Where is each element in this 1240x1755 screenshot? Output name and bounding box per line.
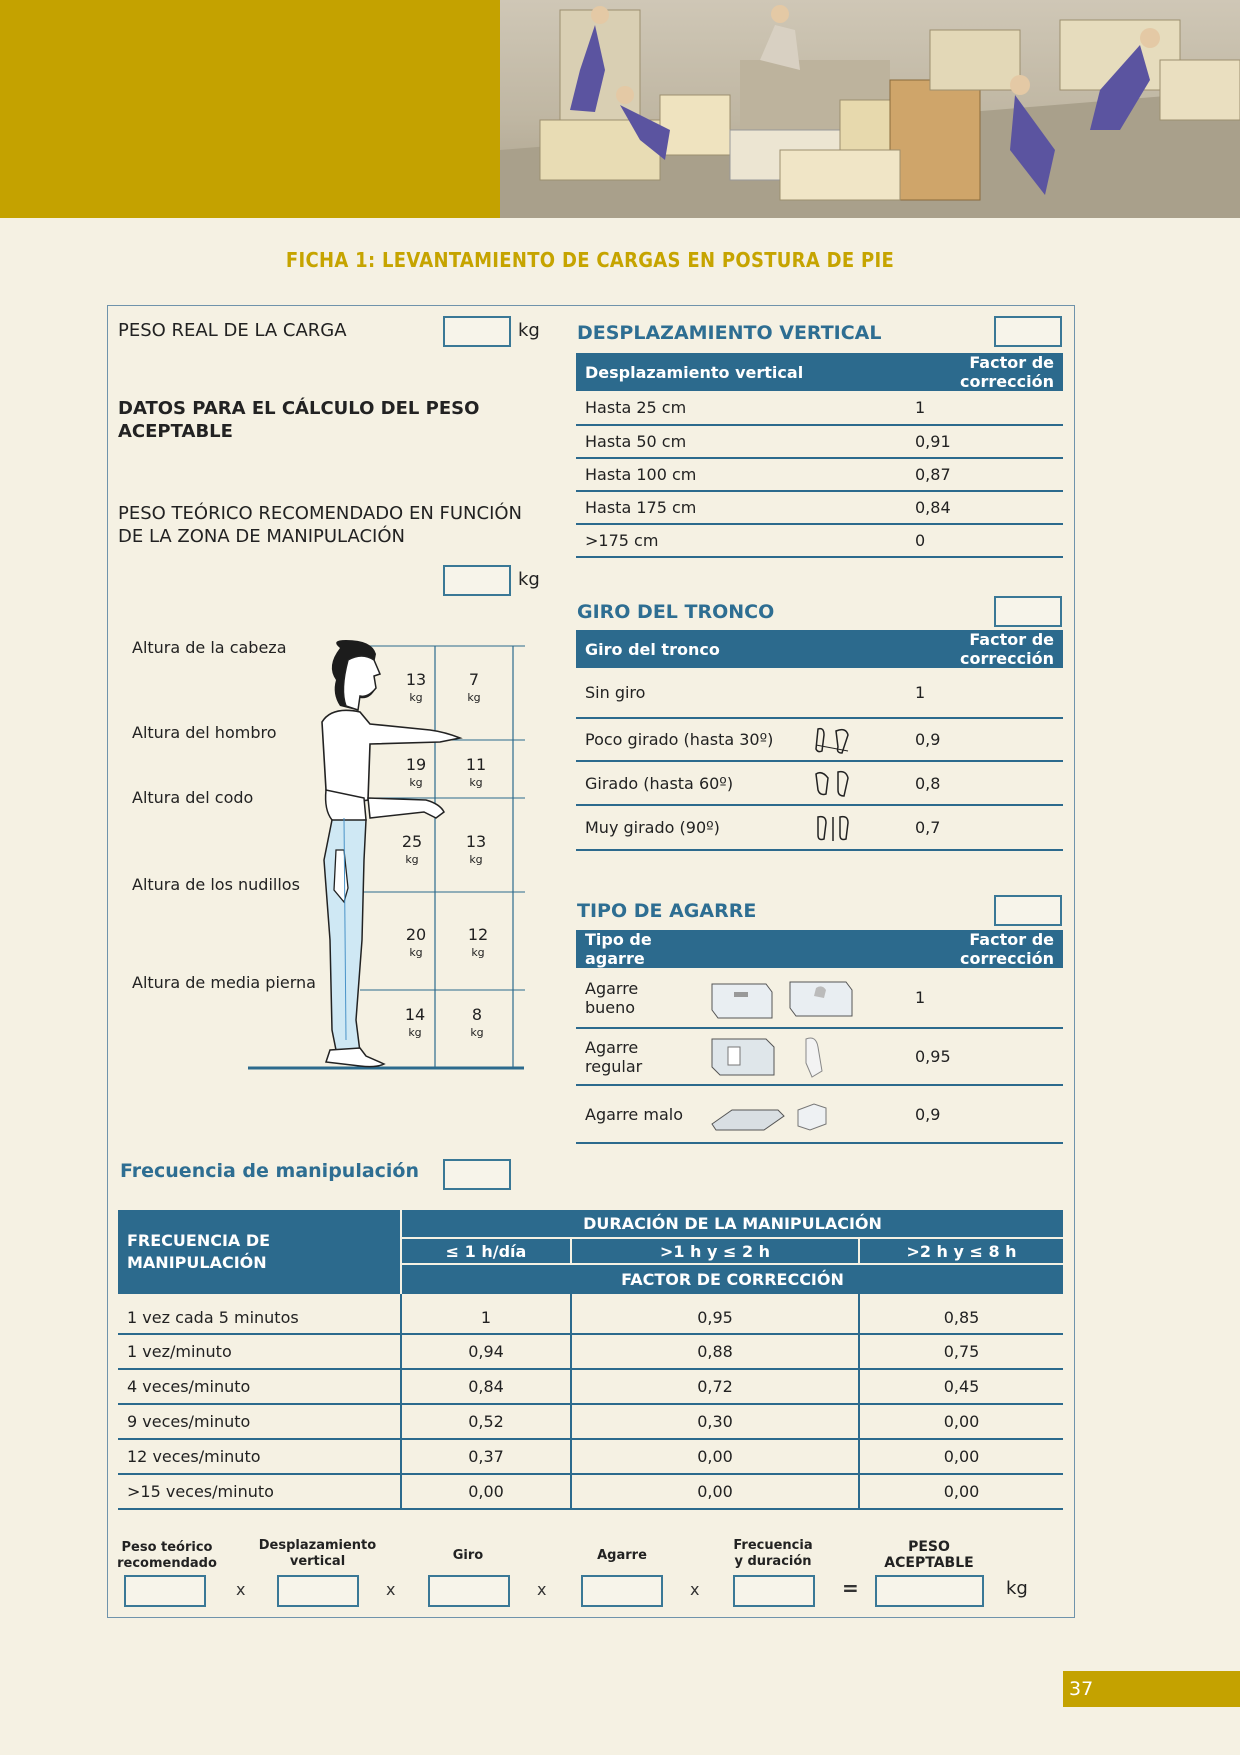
- zone-5-far: 8 kg: [470, 1005, 484, 1039]
- giro-row-factor: 0,9: [863, 718, 1063, 761]
- height-label-head: Altura de la cabeza: [132, 638, 287, 657]
- peso-teorico-input[interactable]: [443, 565, 511, 596]
- table-cell: 0,37: [401, 1439, 571, 1474]
- giro-col1: Giro del tronco: [576, 630, 803, 668]
- formula-input-peso-aceptable[interactable]: [875, 1575, 984, 1607]
- frecuencia-label: Frecuencia de manipulación: [120, 1160, 420, 1182]
- giro-row-factor: 1: [863, 668, 1063, 718]
- agarre-title: TIPO DE AGARRE: [577, 900, 757, 922]
- table-cell: 0,00: [401, 1474, 571, 1509]
- vertical-row-label: Hasta 50 cm: [576, 425, 863, 458]
- formula-label-peso-teorico: Peso teórico recomendado: [117, 1540, 217, 1571]
- height-label-elbow: Altura del codo: [132, 788, 254, 807]
- table-cell: 0,30: [571, 1404, 859, 1439]
- page-title: FICHA 1: LEVANTAMIENTO DE CARGAS EN POSTURA DE PIE: [285, 248, 895, 272]
- table-row-label: >15 veces/minuto: [118, 1474, 401, 1509]
- formula-input-agarre[interactable]: [581, 1575, 663, 1607]
- vertical-col2: Factor de corrección: [863, 353, 1063, 391]
- duracion-col: >1 h y ≤ 2 h: [571, 1238, 859, 1264]
- giro-col2: Factor de corrección: [863, 630, 1063, 668]
- table-cell: 0,00: [571, 1474, 859, 1509]
- zone-2-far: 11 kg: [465, 755, 487, 789]
- giro-table: [576, 630, 1063, 851]
- table-cell: 0,84: [401, 1369, 571, 1404]
- height-label-knuckles: Altura de los nudillos: [132, 875, 300, 894]
- giro-row-label: Muy girado (90º): [576, 805, 803, 850]
- vertical-row-label: Hasta 175 cm: [576, 491, 863, 524]
- regular-grip-box-hand-icon: [708, 1033, 854, 1081]
- table-cell: 0,00: [859, 1404, 1063, 1439]
- formula-unit: kg: [1006, 1578, 1028, 1599]
- duracion-col: >2 h y ≤ 8 h: [859, 1238, 1063, 1264]
- zone-4-near: 20 kg: [405, 925, 427, 959]
- multiply-sign: x: [236, 1580, 246, 1599]
- table-cell: 0,95: [571, 1294, 859, 1334]
- agarre-col1: Tipo de agarre: [576, 930, 699, 968]
- table-row-label: 4 veces/minuto: [118, 1369, 401, 1404]
- vertical-row-factor: 0,84: [863, 491, 1063, 524]
- peso-real-unit: kg: [518, 320, 540, 341]
- zone-2-near: 19 kg: [405, 755, 427, 789]
- table-cell: 0,72: [571, 1369, 859, 1404]
- formula-label-peso-aceptable: PESO ACEPTABLE: [884, 1539, 974, 1571]
- formula-label-agarre: Agarre: [597, 1548, 647, 1563]
- table-cell: 1: [401, 1294, 571, 1334]
- giro-row-label: Girado (hasta 60º): [576, 761, 803, 805]
- table-cell: 0,88: [571, 1334, 859, 1369]
- feet-turned-icon: [812, 768, 854, 798]
- agarre-row-factor: 0,95: [863, 1028, 1063, 1085]
- agarre-col2: Factor de corrección: [863, 930, 1063, 968]
- vertical-table: [576, 353, 1063, 558]
- bad-grip-objects-icon: [708, 1090, 854, 1138]
- vertical-row-factor: 0: [863, 524, 1063, 557]
- table-cell: 0,85: [859, 1294, 1063, 1334]
- table-row-label: 9 veces/minuto: [118, 1404, 401, 1439]
- agarre-row-factor: 1: [863, 968, 1063, 1028]
- table-cell: 0,45: [859, 1369, 1063, 1404]
- multiply-sign: x: [537, 1580, 547, 1599]
- zone-5-near: 14 kg: [404, 1005, 426, 1039]
- peso-real-input[interactable]: [443, 316, 511, 347]
- agarre-row-label: Agarre malo: [576, 1085, 699, 1143]
- feet-slight-turn-icon: [812, 725, 854, 755]
- table-cell: 0,75: [859, 1334, 1063, 1369]
- formula-label-giro: Giro: [452, 1548, 484, 1563]
- feet-very-turned-icon: [812, 813, 854, 843]
- vertical-row-factor: 1: [863, 391, 1063, 425]
- giro-row-label: Sin giro: [576, 668, 803, 718]
- good-grip-boxes-icon: [708, 974, 854, 1022]
- vertical-input[interactable]: [994, 316, 1062, 347]
- giro-title: GIRO DEL TRONCO: [577, 601, 775, 623]
- zone-4-far: 12 kg: [467, 925, 489, 959]
- agarre-row-factor: 0,9: [863, 1085, 1063, 1143]
- giro-input[interactable]: [994, 596, 1062, 627]
- vertical-col1: Desplazamiento vertical: [576, 353, 863, 391]
- vertical-row-label: Hasta 100 cm: [576, 458, 863, 491]
- multiply-sign: x: [690, 1580, 700, 1599]
- duracion-col: ≤ 1 h/día: [401, 1238, 571, 1264]
- table-cell: 0,00: [859, 1474, 1063, 1509]
- equals-sign: =: [842, 1576, 859, 1600]
- zone-1-near: 13 kg: [405, 670, 427, 704]
- giro-row-factor: 0,7: [863, 805, 1063, 850]
- formula-label-frecuencia: Frecuencia y duración: [733, 1538, 813, 1569]
- table-cell: 0,52: [401, 1404, 571, 1439]
- frecuencia-row-header: FRECUENCIA DE MANIPULACIÓN: [118, 1210, 401, 1294]
- giro-row-label: Poco girado (hasta 30º): [576, 718, 803, 761]
- table-cell: 0,94: [401, 1334, 571, 1369]
- vertical-row-factor: 0,87: [863, 458, 1063, 491]
- vertical-title: DESPLAZAMIENTO VERTICAL: [577, 322, 882, 344]
- agarre-input[interactable]: [994, 895, 1062, 926]
- height-label-shoulder: Altura del hombro: [132, 723, 277, 742]
- duracion-header: DURACIÓN DE LA MANIPULACIÓN: [401, 1210, 1063, 1238]
- giro-row-factor: 0,8: [863, 761, 1063, 805]
- frecuencia-table: [118, 1210, 1063, 1510]
- table-row-label: 1 vez/minuto: [118, 1334, 401, 1369]
- formula-label-desplazamiento: Desplazamiento vertical: [258, 1538, 377, 1569]
- formula-input-giro[interactable]: [428, 1575, 510, 1607]
- agarre-row-label: Agarre regular: [576, 1028, 699, 1085]
- agarre-table: [576, 930, 1063, 1144]
- vertical-row-label: Hasta 25 cm: [576, 391, 863, 425]
- frecuencia-input[interactable]: [443, 1159, 511, 1190]
- zone-3-far: 13 kg: [465, 832, 487, 866]
- header-illustration-warehouse-workers: [500, 0, 1240, 218]
- agarre-row-label: Agarre bueno: [576, 968, 699, 1028]
- peso-teorico-unit: kg: [518, 569, 540, 590]
- table-cell: 0,00: [859, 1439, 1063, 1474]
- vertical-row-factor: 0,91: [863, 425, 1063, 458]
- header-accent-block: [0, 0, 500, 218]
- table-row-label: 1 vez cada 5 minutos: [118, 1294, 401, 1334]
- formula-input-frecuencia[interactable]: [733, 1575, 815, 1607]
- table-cell: 0,00: [571, 1439, 859, 1474]
- zone-1-far: 7 kg: [467, 670, 481, 704]
- formula-input-peso-teorico[interactable]: [124, 1575, 206, 1607]
- height-label-midleg: Altura de media pierna: [132, 973, 316, 992]
- formula-input-desplazamiento[interactable]: [277, 1575, 359, 1607]
- vertical-row-label: >175 cm: [576, 524, 863, 557]
- datos-heading: DATOS PARA EL CÁLCULO DEL PESO ACEPTABLE: [118, 398, 480, 442]
- peso-real-label: PESO REAL DE LA CARGA: [118, 320, 347, 341]
- multiply-sign: x: [386, 1580, 396, 1599]
- zone-3-near: 25 kg: [401, 832, 423, 866]
- factor-correccion-header: FACTOR DE CORRECCIÓN: [401, 1264, 1063, 1294]
- table-row-label: 12 veces/minuto: [118, 1439, 401, 1474]
- page-number: 37: [1063, 1671, 1240, 1707]
- peso-teorico-label: PESO TEÓRICO RECOMENDADO EN FUNCIÓN DE LA ZONA DE MANIPULACIÓN: [118, 503, 523, 547]
